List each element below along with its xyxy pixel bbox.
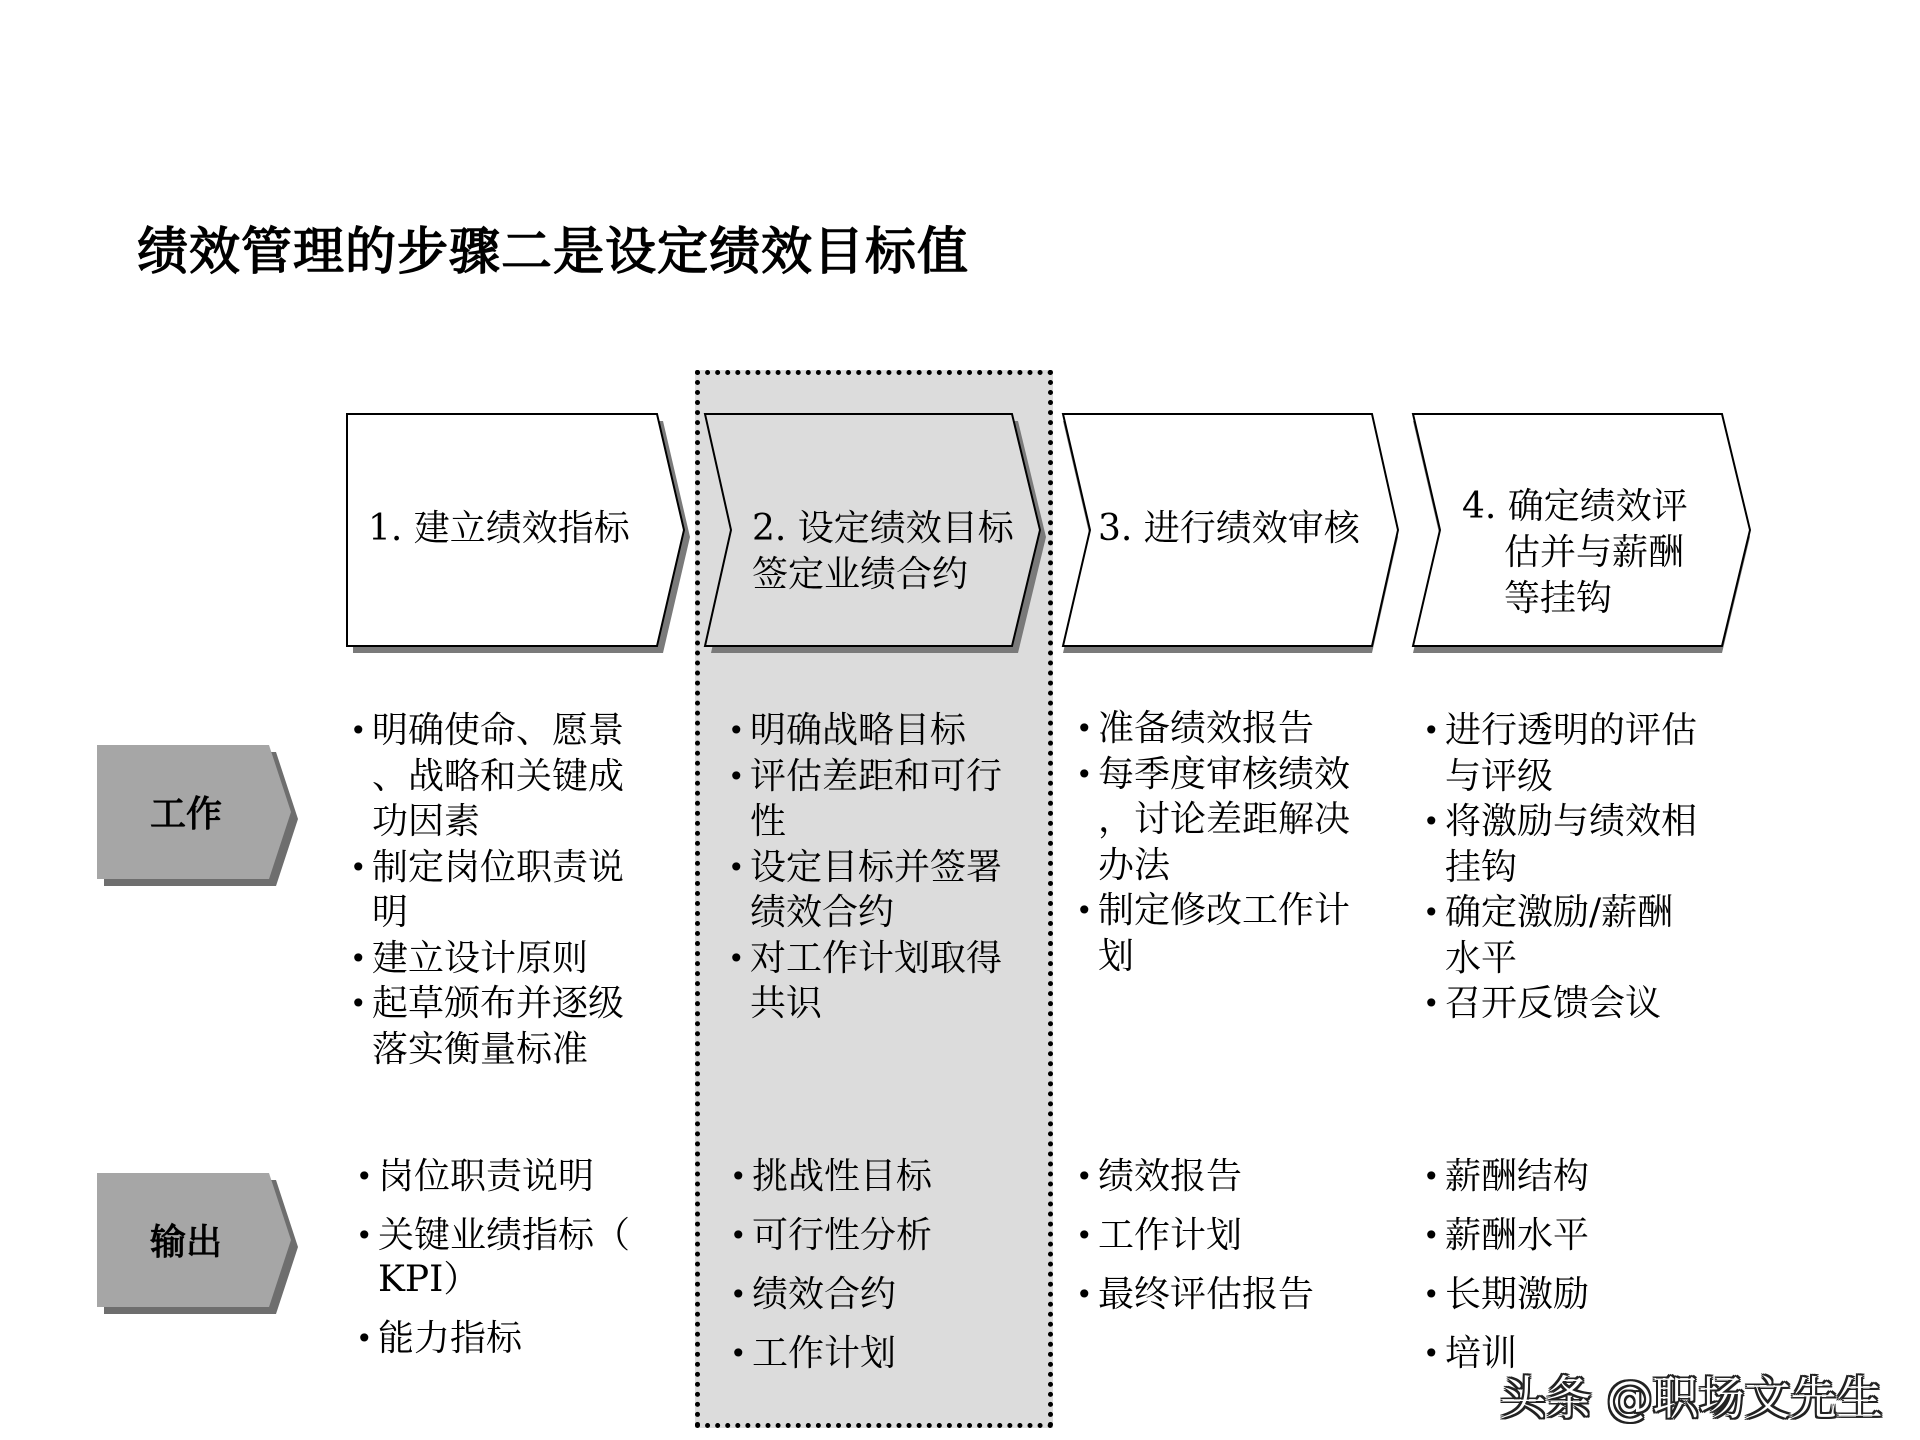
step-3-line1: 3. 进行绩效审核 [1098,508,1360,549]
output-column-4 [1423,1155,1589,1391]
work-line: • 起草颁布并逐级 [350,981,624,1027]
work-line: 挂钩 [1445,846,1518,888]
work-line: • 准备绩效报告 [1076,706,1350,752]
work-line: 划 [1098,935,1135,977]
work-column-2 [728,708,1002,1027]
output-item: • 薪酬结构 [1423,1155,1589,1199]
output-item: • 绩效合约 [730,1273,932,1317]
output-column-2 [730,1155,932,1391]
output-column-3 [1076,1155,1314,1332]
watermark: 头条 @职场文先生 [1500,1371,1883,1425]
work-line: 功因素 [372,801,481,842]
work-line: • 建立设计原则 [350,936,624,982]
work-line: 办法 [1098,844,1171,886]
output-item: • 薪酬水平 [1423,1214,1589,1258]
work-line: 、战略和关键成 [372,755,625,797]
work-line: ，讨论差距解决 [1098,799,1351,840]
work-line: • 制定岗位职责说 [350,845,624,891]
work-line: 水平 [1445,937,1518,979]
output-item-continuation: KPI） [378,1259,480,1300]
work-line: • 制定修改工作计 [1076,888,1350,934]
step-4-line3: 等挂钩 [1504,578,1613,619]
output-row-label: 输出 [150,1222,223,1263]
output-item: • 长期激励 [1423,1273,1589,1317]
work-line: • 对工作计划取得 [728,936,1002,982]
output-column-1 [356,1155,630,1376]
work-line: • 每季度审核绩效 [1076,752,1350,798]
output-item: • 关键业绩指标（ KPI） [356,1214,630,1302]
work-column-1 [350,708,624,1072]
output-item: • 工作计划 [730,1332,932,1376]
work-line: 绩效合约 [750,892,895,933]
work-line: 性 [750,801,787,842]
work-line: 共识 [750,983,823,1024]
work-line: 落实衡量标准 [372,1028,589,1070]
output-item: • 能力指标 [356,1317,630,1361]
step-4-line2: 估并与薪酬 [1504,532,1685,573]
step-2-line2: 签定业绩合约 [752,554,969,595]
step-4-label [1462,484,1688,622]
step-1-label [368,506,630,552]
work-line: • 明确使命、愿景 [350,708,624,754]
work-line: • 评估差距和可行 [728,754,1002,800]
work-line: • 明确战略目标 [728,708,1002,754]
step-3-label [1098,506,1360,552]
work-line: • 召开反馈会议 [1423,981,1697,1027]
step-2-line1: 2. 设定绩效目标 [752,508,1014,549]
output-item: • 岗位职责说明 [356,1155,630,1199]
output-item: • 工作计划 [1076,1214,1314,1258]
work-row-label: 工作 [150,794,223,835]
work-line: • 设定目标并签署 [728,845,1002,891]
output-item: • 挑战性目标 [730,1155,932,1199]
work-line: • 将激励与绩效相 [1423,799,1697,845]
work-line: • 进行透明的评估 [1423,708,1697,754]
step-2-label [752,506,1014,598]
step-4-line1: 4. 确定绩效评 [1462,486,1688,527]
output-item: • 培训 [1423,1332,1589,1376]
output-item: • 绩效报告 [1076,1155,1314,1199]
output-item: • 可行性分析 [730,1214,932,1258]
page-title: 绩效管理的步骤二是设定绩效目标值 [137,223,970,282]
work-line: 明 [372,892,409,933]
output-item: • 最终评估报告 [1076,1273,1314,1317]
work-column-3 [1076,706,1350,979]
work-line: • 确定激励/薪酬 [1423,890,1697,936]
step-1-line1: 1. 建立绩效指标 [368,508,630,549]
work-column-4 [1423,708,1697,1027]
work-line: 与评级 [1445,755,1554,797]
